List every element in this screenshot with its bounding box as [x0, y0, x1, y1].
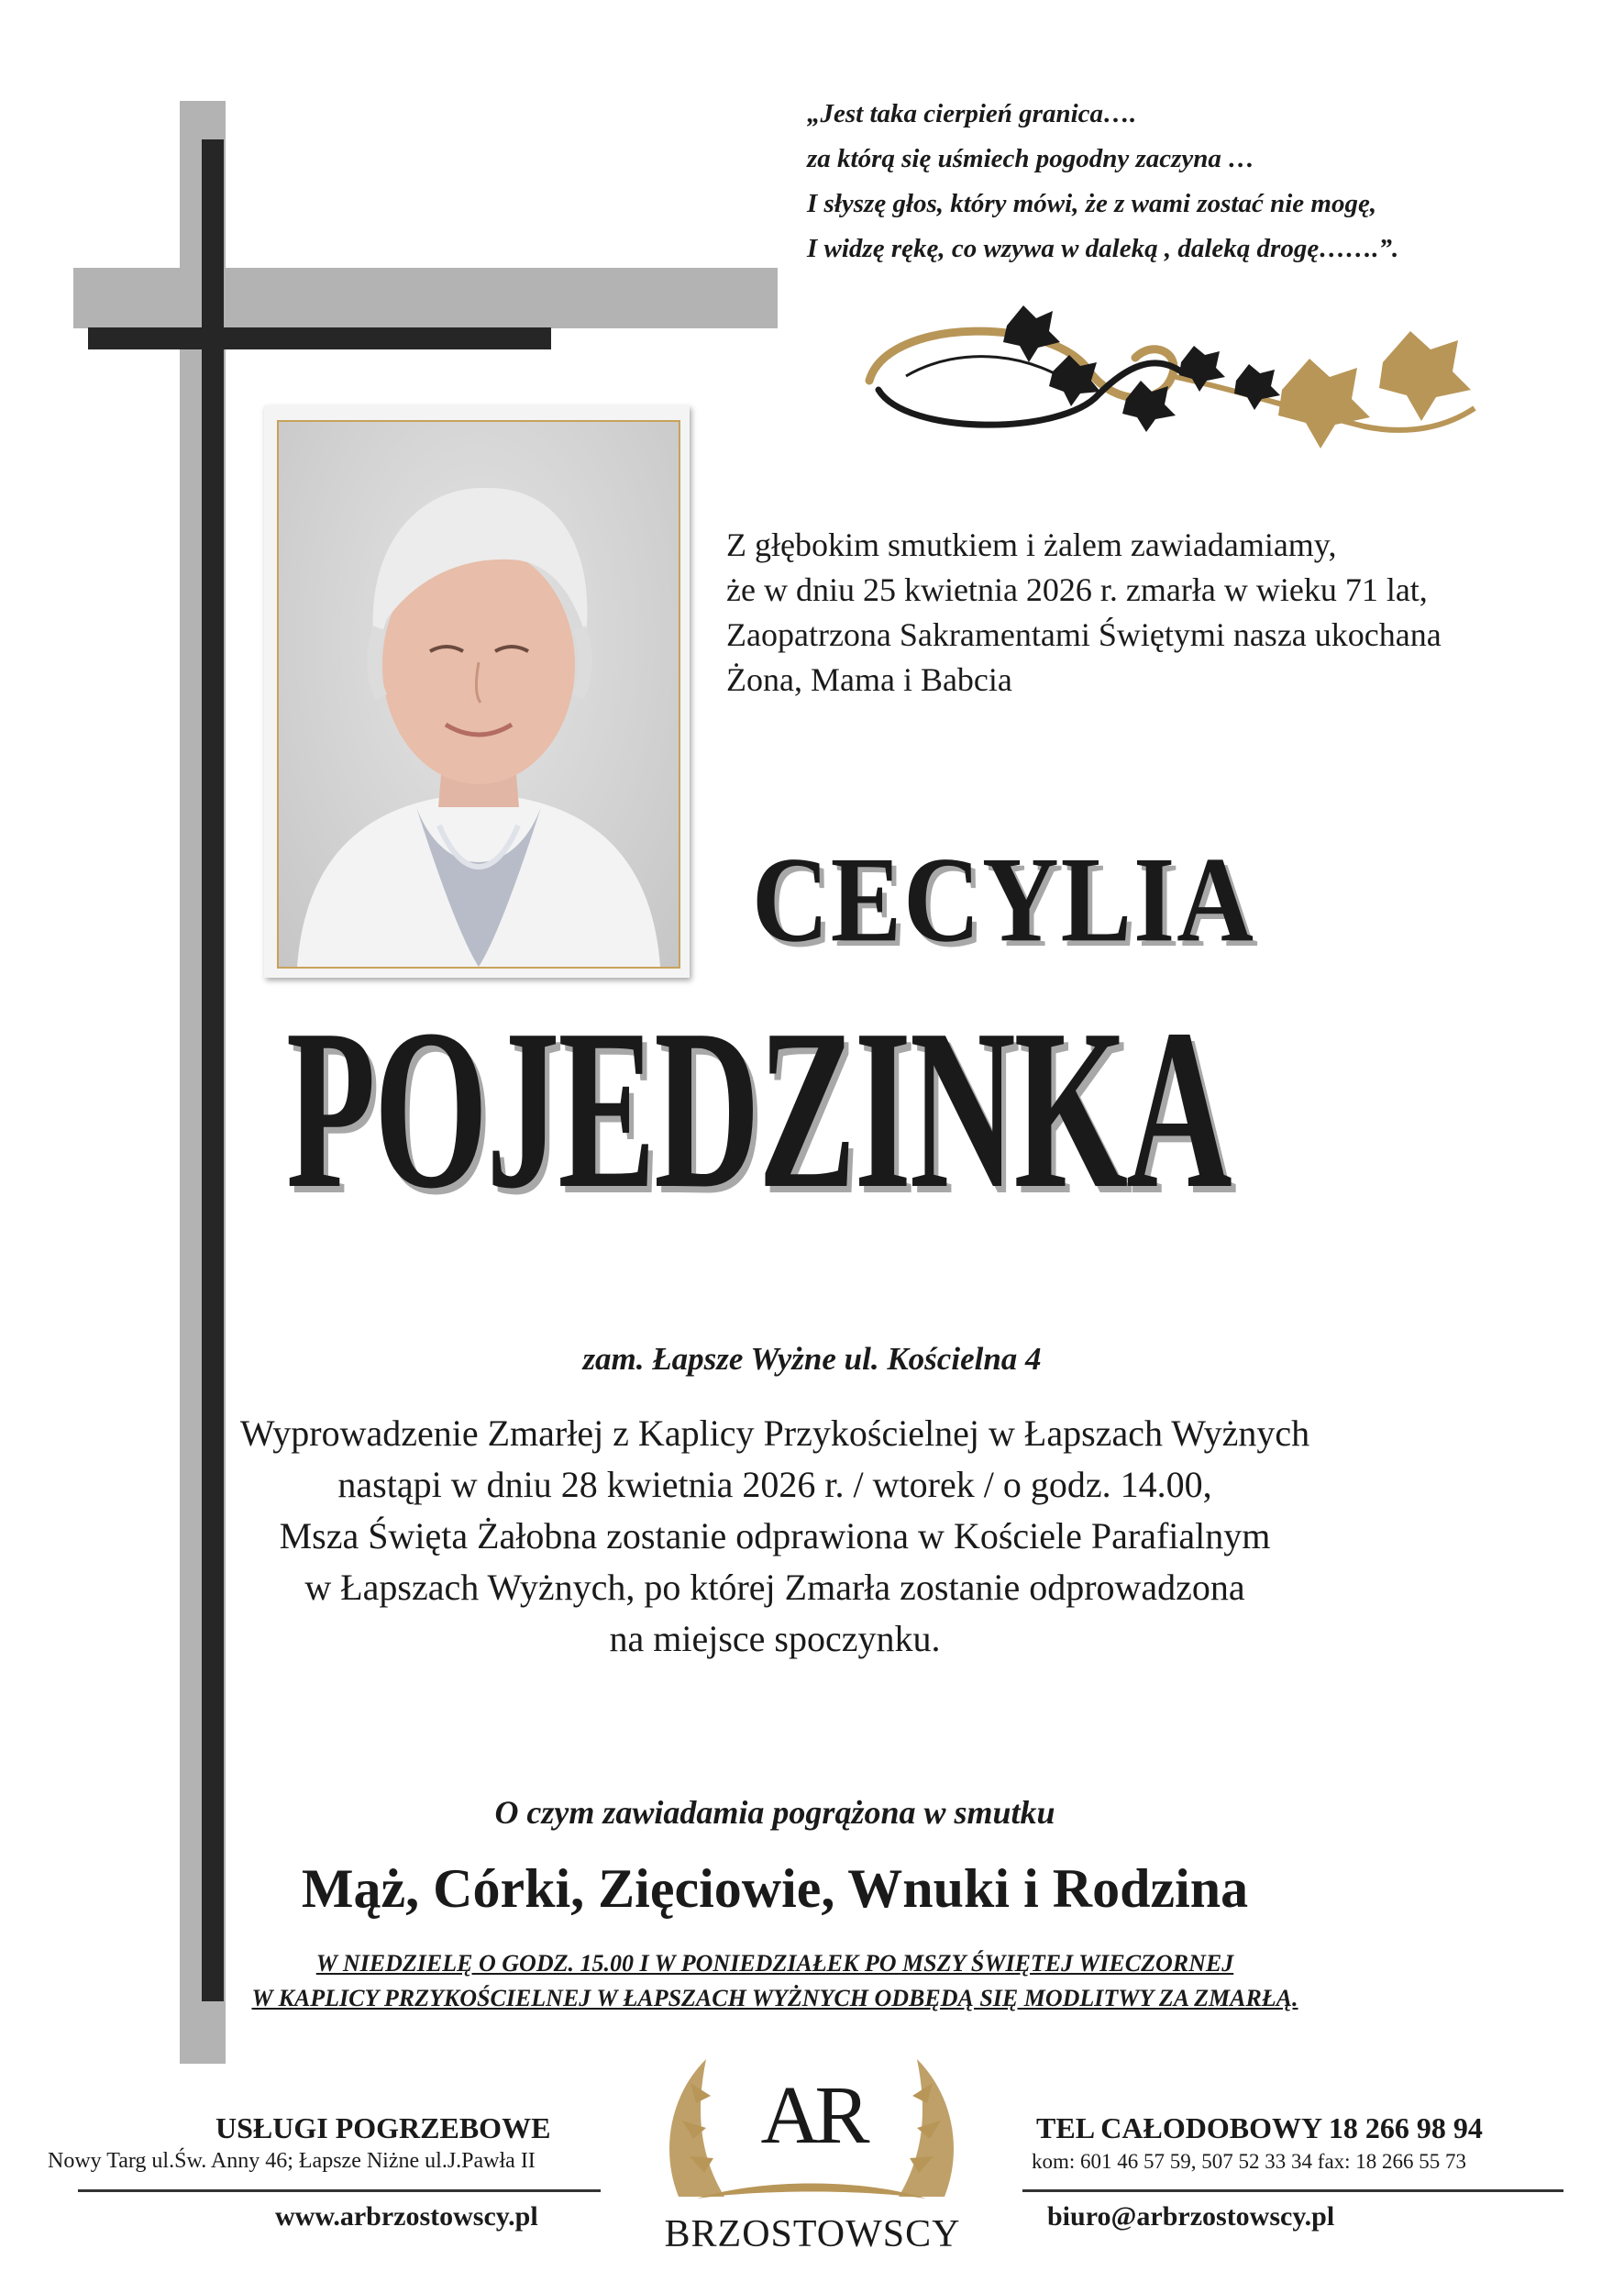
cross-vertical-bar	[202, 139, 224, 2001]
logo-company-name: BRZOSTOWSCY	[664, 2213, 961, 2255]
announcement	[726, 523, 1552, 703]
first-name: CECYLIA	[752, 833, 1255, 969]
funeral-line: Wyprowadzenie Zmarłej z Kaplicy Przykościelnej w Łapszach Wyżnych	[239, 1412, 1310, 1454]
poem-line: „Jest taka cierpień granica….	[807, 99, 1137, 128]
portrait-photo	[277, 420, 680, 969]
poem-line: za którą się uśmiech pogodny zaczyna …	[807, 144, 1255, 173]
prayers-notice	[238, 1946, 1311, 2016]
funeral-line: na miejsce spoczynku.	[609, 1618, 941, 1659]
portrait-illustration-icon	[279, 422, 679, 967]
funeral-service-title: USŁUGI POGRZEBOWE	[215, 2111, 551, 2144]
announcement-line: Żona, Mama i Babcia	[726, 661, 1012, 698]
poem-line: I widzę rękę, co wzywa w daleką , daleką drogę…….”.	[807, 234, 1399, 263]
phone-24h: TEL CAŁODOBOWY 18 266 98 94	[1036, 2111, 1483, 2144]
funeral-line: w Łapszach Wyżnych, po której Zmarła zostanie odprowadzona	[304, 1567, 1245, 1608]
notify-text: O czym zawiadamia pogrążona w smutku	[494, 1794, 1055, 1831]
prayers-line: W NIEDZIELĘ O GODZ. 15.00 I W PONIEDZIAŁEK PO MSZY ŚWIĘTEJ WIECZORNEJ	[315, 1950, 1234, 1977]
announcement-line: Zaopatrzona Sakramentami Świętymi nasza ukochana	[726, 616, 1442, 653]
funeral-line: nastąpi w dniu 28 kwietnia 2026 r. / wtorek / o godz. 14.00,	[337, 1464, 1212, 1505]
logo-letters: AR	[760, 2070, 865, 2161]
funeral-service-address: Nowy Targ ul.Św. Anny 46; Łapsze Niżne ul.J.Pawła II	[48, 2149, 536, 2173]
cross-horizontal-bar	[88, 327, 551, 349]
residence-address: zam. Łapsze Wyżne ul. Kościelna 4	[582, 1341, 1042, 1377]
funeral-line: Msza Święta Żałobna zostanie odprawiona w Kościele Parafialnym	[279, 1515, 1271, 1556]
announcement-line: że w dniu 25 kwietnia 2026 r. zmarła w wieku 71 lat,	[726, 571, 1428, 608]
prayers-line: W KAPLICY PRZYKOŚCIELNEJ W ŁAPSZACH WYŻNYCH ODBĘDĄ SIĘ MODLITWY ZA ZMARŁĄ.	[251, 1985, 1298, 2011]
family-names: Mąż, Córki, Zięciowie, Wnuki i Rodzina	[301, 1858, 1249, 1919]
cross-shadow-horizontal	[73, 268, 778, 328]
email-link[interactable]: biuro@arbrzostowscy.pl	[1047, 2201, 1335, 2232]
poem-line: I słyszę głos, który mówi, że z wami zostać nie mogę,	[807, 189, 1377, 218]
footer-divider-right	[1022, 2189, 1563, 2192]
footer-divider-left	[78, 2189, 601, 2192]
funeral-details	[220, 1408, 1330, 1665]
last-name: POJEDZINKA	[286, 982, 1231, 1236]
website-link[interactable]: www.arbrzostowscy.pl	[275, 2201, 538, 2232]
announcement-line: Z głębokim smutkiem i żalem zawiadamiamy,	[726, 526, 1337, 563]
mobile-fax-numbers: kom: 601 46 57 59, 507 52 33 34 fax: 18 266 55 73	[1032, 2150, 1467, 2173]
leaf-ornament-icon	[851, 289, 1484, 463]
poem	[807, 92, 1559, 271]
